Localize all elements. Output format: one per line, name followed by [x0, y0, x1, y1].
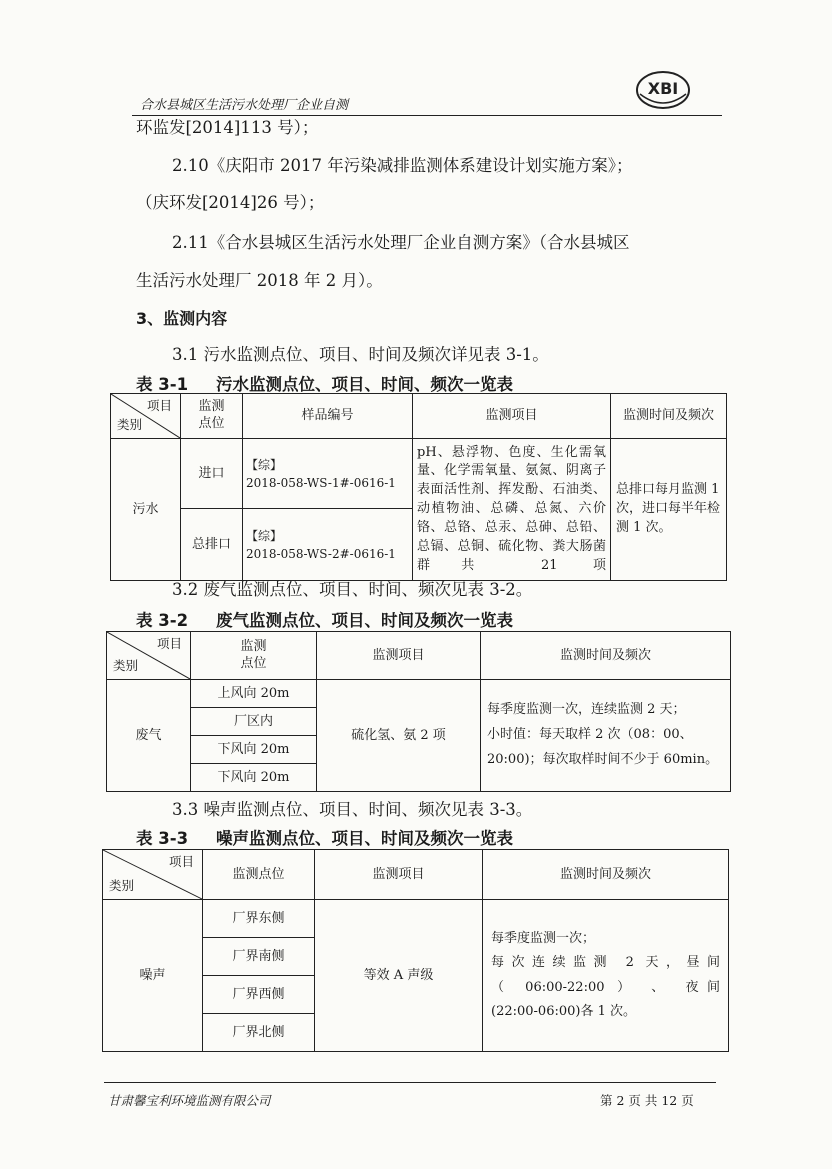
table3-freq-line-2: 每次连续监测 2 天，昼间 [491, 955, 720, 971]
table2-caption-text: 废气监测点位、项目、时间及频次一览表 [216, 611, 513, 630]
table2-point: 下风向 20m [191, 764, 317, 792]
table3-header-items: 监测项目 [315, 850, 483, 900]
table3-point: 厂界东侧 [203, 900, 315, 938]
table1-point-outlet: 总排口 [181, 509, 243, 581]
table1-caption [136, 371, 513, 395]
table2-caption [136, 607, 513, 631]
footer-page-number: 第 2 页 共 12 页 [600, 1093, 694, 1108]
table3-header-freq: 监测时间及频次 [483, 850, 729, 900]
paragraph-ref-1: 环监发[2014]113 号）； [136, 118, 319, 137]
table1-caption-text: 污水监测点位、项目、时间、频次一览表 [216, 375, 513, 394]
table-3-1 [110, 393, 727, 581]
table3-freq-line-1: 每季度监测一次； [491, 931, 596, 947]
table-3-2 [106, 631, 731, 792]
table2-header-point: 监测 点位 [191, 632, 317, 680]
table2-freq-line-1: 每季度监测一次，连续监测 2 天； [487, 702, 686, 718]
table3-point: 厂界南侧 [203, 938, 315, 976]
table2-header-diagonal [107, 632, 191, 680]
table2-header-items: 监测项目 [317, 632, 481, 680]
paragraph-ref-2: 2.10《庆阳市 2017 年污染减排监测体系建设计划实施方案》； [172, 156, 633, 175]
table3-header-category: 类别 [109, 878, 135, 894]
table1-header-items: 监测项目 [413, 394, 611, 439]
company-logo [634, 68, 692, 112]
table1-header-point: 监测 点位 [181, 394, 243, 439]
table1-sample-outlet [243, 509, 413, 581]
paragraph-3-1: 3.1 污水监测点位、项目、时间及频次详见表 3-1。 [172, 345, 549, 364]
table3-header-diagonal [103, 850, 203, 900]
table1-category: 污水 [111, 439, 181, 581]
table3-caption-text: 噪声监测点位、项目、时间及频次一览表 [216, 829, 513, 848]
table3-point: 厂界西侧 [203, 976, 315, 1014]
table1-sample-inlet-code: 2018-058-WS-1#-0616-1 [246, 475, 396, 490]
table-3-3 [102, 849, 729, 1052]
table2-point: 厂区内 [191, 708, 317, 736]
table2-freq-line-2: 小时值：每天取样 2 次（08：00、 [487, 727, 693, 743]
table2-header-item: 项目 [156, 636, 182, 651]
table1-freq: 总排口每月监测 1 次，进口每半年检测 1 次。 [611, 439, 727, 581]
paragraph-ref-3: （庆环发[2014]26 号）； [136, 193, 325, 212]
table1-sample-outlet-tag: 【综】 [246, 528, 283, 543]
table3-caption [136, 825, 513, 849]
paragraph-3-2: 3.2 废气监测点位、项目、时间、频次见表 3-2。 [172, 580, 533, 599]
table3-category: 噪声 [103, 900, 203, 1052]
table1-items: pH、悬浮物、色度、生化需氧量、化学需氧量、氨氮、阴离子表面活性剂、挥发酚、石油类、动植物油、总磷、总氮、六价铬、总铬、总汞、总砷、总铅、总镉、总铜、硫化物、粪大肠菌群共 21 项 [413, 439, 611, 581]
table3-header-item: 项目 [168, 854, 194, 869]
section-heading: 3、监测内容 [136, 309, 228, 328]
table1-header-category: 类别 [117, 417, 143, 433]
table1-header-item: 项目 [146, 398, 172, 413]
table2-point: 上风向 20m [191, 680, 317, 708]
header-title: 合水县城区生活污水处理厂企业自测 [140, 98, 349, 113]
table2-freq [481, 680, 731, 792]
footer-rule [104, 1082, 716, 1083]
table3-header-point: 监测点位 [203, 850, 315, 900]
table2-items: 硫化氢、氨 2 项 [317, 680, 481, 792]
table1-header-sample: 样品编号 [243, 394, 413, 439]
table3-freq [483, 900, 729, 1052]
table3-items: 等效 A 声级 [315, 900, 483, 1052]
paragraph-ref-4: 2.11《合水县城区生活污水处理厂企业自测方案》（合水县城区 [172, 233, 630, 252]
header-rule [132, 115, 722, 116]
table3-freq-line-4: (22:00-06:00)各 1 次。 [491, 1003, 636, 1019]
table2-category: 废气 [107, 680, 191, 792]
table2-freq-line-3: 20:00)；每次取样时间不少于 60min。 [487, 751, 719, 767]
table1-sample-inlet-tag: 【综】 [246, 457, 283, 472]
table2-caption-number: 表 3-2 [136, 611, 189, 630]
table3-caption-number: 表 3-3 [136, 829, 189, 848]
table2-point: 下风向 20m [191, 736, 317, 764]
table3-freq-line-3: （ 06:00-22:00 ） 、 夜间 [491, 979, 720, 995]
table1-header-freq: 监测时间及频次 [611, 394, 727, 439]
table1-header-diagonal [111, 394, 181, 439]
table2-header-category: 类别 [113, 658, 139, 674]
table1-sample-outlet-code: 2018-058-WS-2#-0616-1 [246, 546, 396, 561]
logo-text: XBI [647, 79, 679, 98]
table2-header-freq: 监测时间及频次 [481, 632, 731, 680]
table3-point: 厂界北侧 [203, 1014, 315, 1052]
table1-sample-inlet [243, 439, 413, 509]
footer-company: 甘肃馨宝利环境监测有限公司 [108, 1093, 271, 1108]
table1-point-inlet: 进口 [181, 439, 243, 509]
paragraph-ref-5: 生活污水处理厂 2018 年 2 月）。 [136, 271, 383, 290]
paragraph-3-3: 3.3 噪声监测点位、项目、时间、频次见表 3-3。 [172, 800, 533, 819]
table1-caption-number: 表 3-1 [136, 375, 189, 394]
